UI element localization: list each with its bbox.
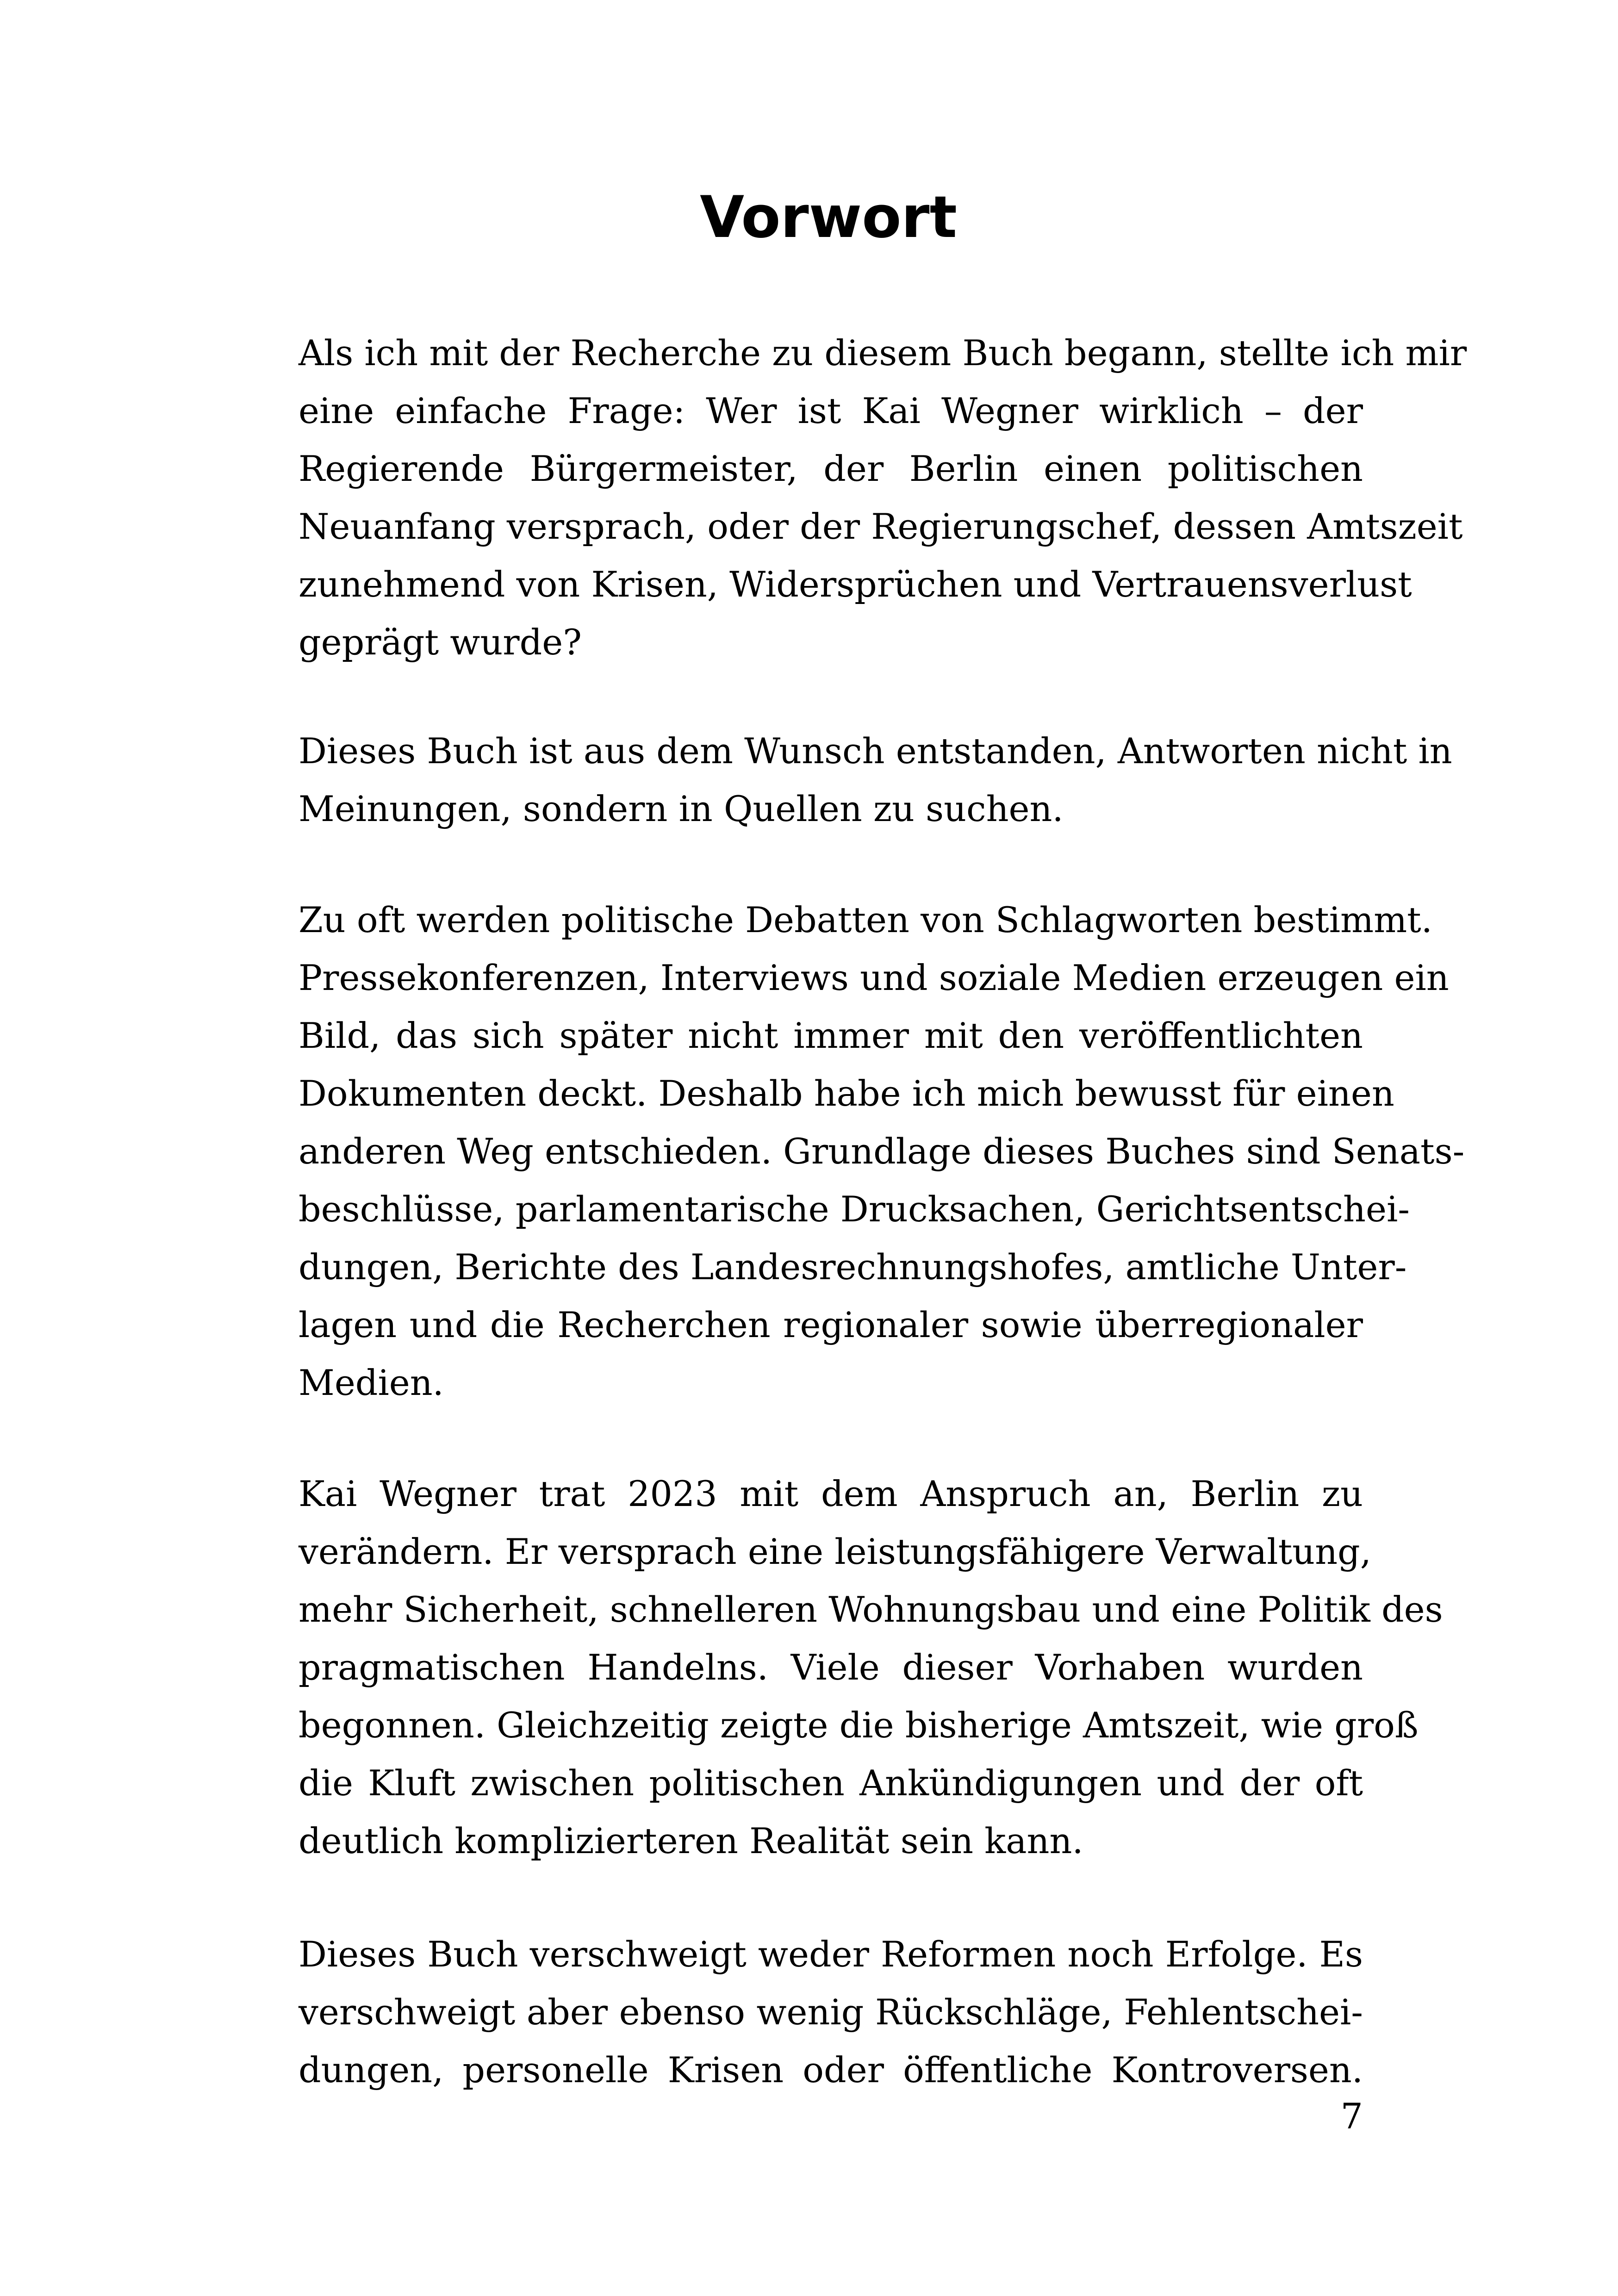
text-line: Dokumenten deckt. Deshalb habe ich mich bewusst für einen [299, 1073, 1394, 1114]
text-line: Als ich mit der Recherche zu diesem Buch begann, stellte ich mir [299, 332, 1467, 373]
text-line: Zu oft werden politische Debatten von Schlagworten bestimmt. [299, 899, 1432, 940]
text-line: eine einfache Frage: Wer ist Kai Wegner wirklich – der [299, 390, 1363, 431]
text-line: Regierende Bürgermeister, der Berlin einen politischen [299, 448, 1363, 489]
text-line: mehr Sicherheit, schnelleren Wohnungsbau und eine Politik des [299, 1589, 1443, 1630]
text-line: dungen, Berichte des Landesrechnungshofes, amtliche Unter- [299, 1246, 1407, 1288]
text-line: verändern. Er versprach eine leistungsfähigere Verwaltung, [299, 1531, 1371, 1572]
text-line: Bild, das sich später nicht immer mit den veröffentlichten [299, 1015, 1363, 1056]
text-line: pragmatischen Handelns. Viele dieser Vorhaben wurden [299, 1647, 1363, 1688]
text-line: Dieses Buch ist aus dem Wunsch entstanden, Antworten nicht in [299, 730, 1452, 772]
text-line: zunehmend von Krisen, Widersprüchen und Vertrauensverlust [299, 564, 1412, 605]
text-line: Dieses Buch verschweigt weder Reformen noch Erfolge. Es [299, 1934, 1363, 1975]
text-line: Pressekonferenzen, Interviews und soziale Medien erzeugen ein [299, 957, 1449, 998]
text-line: die Kluft zwischen politischen Ankündigungen und der oft [299, 1762, 1363, 1804]
text-line: anderen Weg entschieden. Grundlage dieses Buches sind Senats- [299, 1131, 1465, 1172]
chapter-title: Vorwort [700, 184, 957, 251]
text-line: Neuanfang versprach, oder der Regierungschef, dessen Amtszeit [299, 506, 1463, 547]
text-line: begonnen. Gleichzeitig zeigte die bisherige Amtszeit, wie groß [299, 1705, 1419, 1746]
text-line: deutlich komplizierteren Realität sein kann. [299, 1820, 1083, 1861]
text-line: Medien. [299, 1362, 444, 1403]
text-line: verschweigt aber ebenso wenig Rückschläge, Fehlentschei- [299, 1991, 1363, 2033]
text-line: lagen und die Recherchen regionaler sowie überregionaler [299, 1304, 1363, 1345]
text-line: Meinungen, sondern in Quellen zu suchen. [299, 788, 1064, 829]
page-number: 7 [1340, 2096, 1363, 2137]
text-line: Kai Wegner trat 2023 mit dem Anspruch an, Berlin zu [299, 1473, 1363, 1514]
text-line: dungen, personelle Krisen oder öffentliche Kontroversen. [299, 2049, 1363, 2091]
text-line: geprägt wurde? [299, 622, 582, 663]
text-line: beschlüsse, parlamentarische Drucksachen, Gerichtsentschei- [299, 1188, 1410, 1230]
